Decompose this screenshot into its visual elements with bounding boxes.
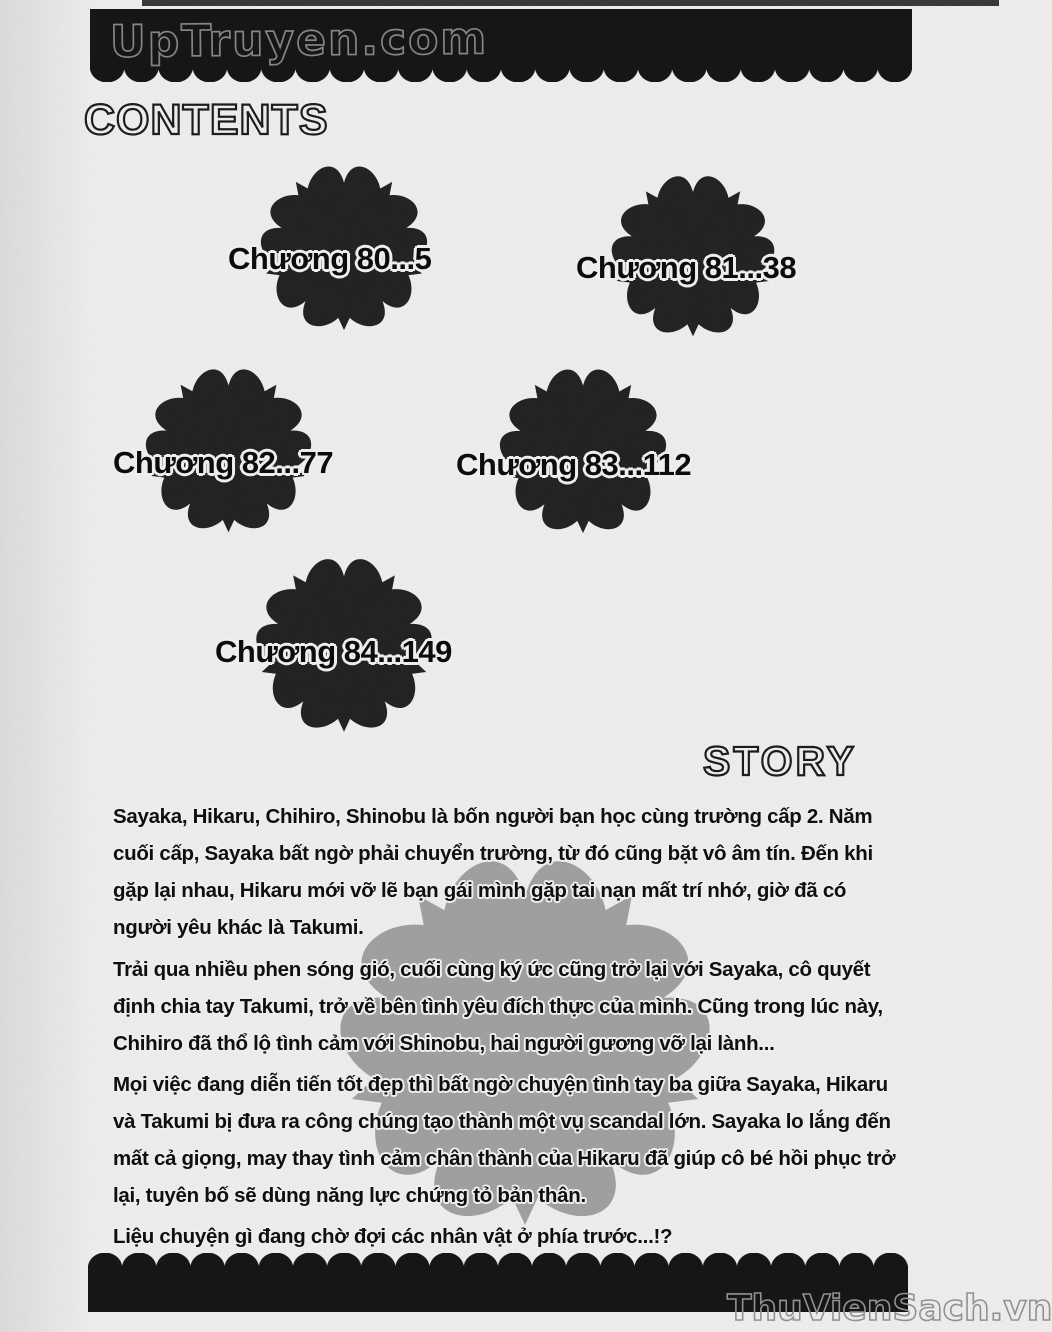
story-paragraph: Mọi việc đang diễn tiến tốt đẹp thì bất ngờ chuyện tình tay ba giữa Sayaka, Hikaru và Takumi bị đưa ra công chúng tạo thành một vụ scandal lớn. Sayaka lo lắng đến mất cả giọng, may thay tình cảm chân thành của Hikaru đã giúp cô bé hồi phục trở lại, tuyên bố sẽ dùng năng lực chứng tỏ bản thân. (113, 1073, 896, 1207)
toc-entry-chapter-82: Chương 82...77 (113, 445, 334, 480)
toc-entry-chapter-84: Chương 84...149 (215, 634, 452, 669)
bottom-border-bar (88, 1253, 908, 1312)
story-paragraph: Trải qua nhiều phen sóng gió, cuối cùng ký ức cũng trở lại với Sayaka, cô quyết định chia tay Takumi, trở về bên tình yêu đích thực của mình. Cũng trong lúc này, Chihiro đã thổ lộ tình cảm với Shinobu, hai người gương vỡ lại lành... (113, 958, 883, 1055)
story-title: STORY (703, 738, 857, 784)
scan-top-artifact (142, 0, 999, 6)
bottom-border-solid (88, 1268, 908, 1312)
bottom-border-scallop (88, 1253, 908, 1268)
story-paragraph: Sayaka, Hikaru, Chihiro, Shinobu là bốn người bạn học cùng trường cấp 2. Năm cuối cấp, Sayaka bất ngờ phải chuyển trường, từ đó cũng bặt vô âm tín. Đến khi gặp lại nhau, Hikaru mới vỡ lẽ bạn gái mình gặp tai nạn mất trí nhớ, giờ đã có người yêu khác là Takumi. (113, 805, 873, 939)
toc-entry-chapter-80: Chương 80...5 (228, 241, 432, 276)
story-paragraph: Liệu chuyện gì đang chờ đợi các nhân vật ở phía trước...!? (113, 1225, 673, 1248)
contents-title: CONTENTS (84, 96, 329, 144)
top-border-bar (90, 9, 912, 82)
top-border-scallop (90, 67, 912, 82)
top-border-solid (90, 9, 912, 67)
toc-entry-chapter-81: Chương 81...38 (576, 250, 797, 285)
uptruyen-watermark: UpTruyen.com (109, 13, 489, 68)
page-edge-shading (0, 0, 94, 1332)
toc-entry-chapter-83: Chương 83...112 (456, 447, 692, 482)
